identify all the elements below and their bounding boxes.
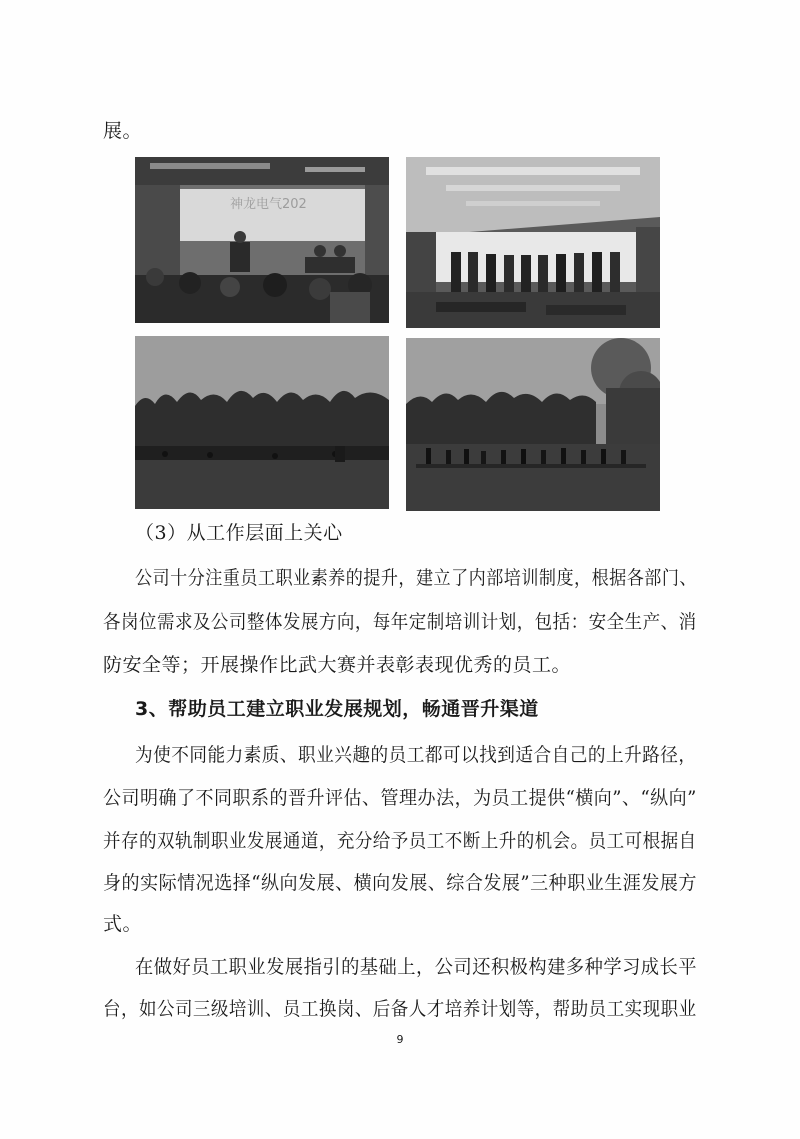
section-heading: 3、帮助员工建立职业发展规划，畅通晋升渠道 bbox=[135, 698, 539, 720]
text-line-10: 身的实际情况选择“纵向发展、横向发展、综合发展”三种职业生涯发展方 bbox=[103, 872, 697, 894]
photo-banner-text: 神龙电气202 bbox=[230, 197, 307, 212]
photo-field-activity bbox=[406, 338, 660, 511]
text-line-11: 式。 bbox=[103, 913, 143, 935]
text-line-7: 为使不同能力素质、职业兴趣的员工都可以找到适合自己的上升路径， bbox=[135, 744, 697, 766]
page-number: 9 bbox=[396, 1033, 404, 1046]
text-line-9: 并存的双轨制职业发展通道，充分给予员工不断上升的机会。员工可根据自 bbox=[103, 830, 697, 852]
text-line-8: 公司明确了不同职系的晋升评估、管理办法，为员工提供“横向”、“纵向” bbox=[103, 787, 697, 809]
text-line-13: 台，如公司三级培训、员工换岗、后备人才培养计划等，帮助员工实现职业 bbox=[103, 998, 697, 1020]
photo-field-treeline bbox=[135, 336, 389, 509]
photo-meeting-speech-image bbox=[135, 157, 389, 323]
photo-field-activity-image bbox=[406, 338, 660, 511]
text-line-12: 在做好员工职业发展指引的基础上，公司还积极构建多种学习成长平 bbox=[135, 956, 698, 978]
photo-stage-group bbox=[406, 157, 660, 328]
subsection-heading: （3）从工作层面上关心 bbox=[135, 522, 343, 544]
photo-meeting-speech bbox=[135, 157, 389, 323]
text-line-4: 各岗位需求及公司整体发展方向，每年定制培训计划，包括：安全生产、消 bbox=[103, 611, 697, 633]
photo-stage-group-image bbox=[406, 157, 660, 328]
photo-field-treeline-image bbox=[135, 336, 389, 509]
text-line-5: 防安全等；开展操作比武大赛并表彰表现优秀的员工。 bbox=[103, 654, 572, 676]
text-line-3: 公司十分注重员工职业素养的提升，建立了内部培训制度，根据各部门、 bbox=[135, 567, 697, 589]
text-line-1: 展。 bbox=[103, 120, 143, 142]
